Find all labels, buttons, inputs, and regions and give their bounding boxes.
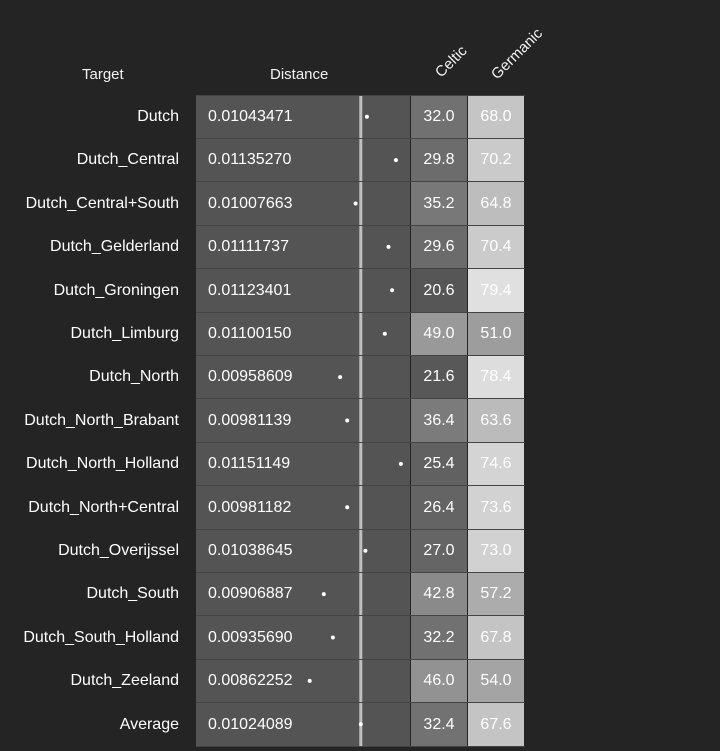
celtic-cell: 26.4 — [411, 486, 467, 529]
distance-strip-plot — [309, 95, 410, 746]
header-celtic: Celtic — [431, 42, 471, 81]
row-divider — [196, 225, 525, 226]
row-divider — [196, 485, 525, 486]
distance-value: 0.00935690 — [208, 628, 293, 646]
celtic-cell: 35.2 — [411, 182, 467, 225]
distance-dot — [354, 202, 358, 206]
germanic-cell: 51.0 — [468, 312, 524, 355]
germanic-cell: 73.0 — [468, 529, 524, 572]
distance-dot — [345, 505, 349, 509]
row-divider — [196, 615, 525, 616]
distance-dot — [399, 462, 403, 466]
celtic-cell: 21.6 — [411, 355, 467, 398]
germanic-cell: 78.4 — [468, 355, 524, 398]
row-divider — [196, 529, 525, 530]
celtic-cell: 29.8 — [411, 138, 467, 181]
header-distance: Distance — [270, 66, 329, 83]
germanic-cell: 63.6 — [468, 399, 524, 442]
distance-dot — [383, 332, 387, 336]
celtic-cell: 25.4 — [411, 442, 467, 485]
row-divider — [196, 312, 525, 313]
germanic-cell: 70.4 — [468, 225, 524, 268]
celtic-cell: 46.0 — [411, 659, 467, 702]
distance-value: 0.00862252 — [208, 672, 293, 690]
germanic-cell: 74.6 — [468, 442, 524, 485]
celtic-cell: 42.8 — [411, 572, 467, 615]
distance-value: 0.01007663 — [208, 194, 293, 212]
row-divider — [196, 398, 525, 399]
distance-value: 0.01111737 — [208, 238, 289, 256]
distance-dot — [387, 245, 391, 249]
celtic-cell: 29.6 — [411, 225, 467, 268]
germanic-cell: 73.6 — [468, 486, 524, 529]
distance-dot — [345, 419, 349, 423]
celtic-cell: 32.4 — [411, 703, 467, 746]
distance-dot — [363, 549, 367, 553]
row-label: Dutch_Zeeland — [70, 672, 179, 690]
germanic-cell: 68.0 — [468, 95, 524, 138]
row-label: Dutch_North+Central — [28, 498, 179, 516]
distance-dot — [308, 679, 312, 683]
row-label: Dutch_Limburg — [70, 325, 179, 342]
row-divider — [196, 138, 525, 139]
distance-dot — [365, 115, 369, 119]
germanic-cell: 64.8 — [468, 182, 524, 225]
distance-value: 0.00958609 — [208, 368, 293, 386]
germanic-cell: 54.0 — [468, 659, 524, 702]
header-target: Target — [82, 66, 124, 83]
distance-dot — [322, 592, 326, 596]
row-divider — [196, 442, 525, 443]
celtic-cell: 49.0 — [411, 312, 467, 355]
distance-value: 0.00981139 — [208, 411, 292, 429]
distance-dot — [394, 158, 398, 162]
row-label: Average — [119, 715, 179, 733]
row-label: Dutch_Groningen — [53, 281, 179, 299]
row-label: Dutch — [137, 108, 179, 125]
distance-value: 0.01024089 — [208, 715, 293, 733]
row-label: Dutch_South_Holland — [23, 628, 179, 646]
row-label: Dutch_Central — [76, 151, 179, 169]
row-label: Dutch_Gelderland — [50, 238, 179, 256]
row-label: Dutch_South — [86, 585, 179, 603]
celtic-cell: 36.4 — [411, 399, 467, 442]
distance-value: 0.01043471 — [208, 108, 293, 125]
row-divider — [196, 268, 525, 269]
row-label: Dutch_Overijssel — [58, 542, 179, 559]
row-divider — [196, 746, 525, 747]
celtic-cell: 27.0 — [411, 529, 467, 572]
row-divider — [196, 181, 525, 182]
row-divider — [196, 355, 525, 356]
row-label: Dutch_North_Holland — [26, 455, 179, 473]
distance-value: 0.00906887 — [208, 585, 293, 603]
distance-value: 0.01151149 — [208, 455, 291, 473]
germanic-cell: 67.6 — [468, 703, 524, 746]
celtic-cell: 32.0 — [411, 95, 467, 138]
germanic-cell: 70.2 — [468, 138, 524, 181]
row-divider — [196, 572, 525, 573]
row-divider — [196, 95, 525, 96]
germanic-cell: 67.8 — [468, 616, 524, 659]
distance-value: 0.01123401 — [208, 281, 292, 299]
row-label: Dutch_North — [89, 368, 179, 386]
distance-dot — [331, 636, 335, 640]
celtic-cell: 20.6 — [411, 269, 467, 312]
header-germanic: Germanic — [487, 24, 546, 83]
distance-value: 0.01038645 — [208, 542, 293, 559]
distance-dot — [359, 722, 363, 726]
row-divider — [196, 702, 525, 703]
celtic-cell: 32.2 — [411, 616, 467, 659]
distance-value: 0.01135270 — [208, 151, 292, 169]
row-label: Dutch_Central+South — [25, 194, 179, 212]
distance-value: 0.01100150 — [208, 325, 292, 342]
distance-dot — [338, 375, 342, 379]
distance-dot — [390, 288, 394, 292]
germanic-cell: 57.2 — [468, 572, 524, 615]
germanic-cell: 79.4 — [468, 269, 524, 312]
distance-value: 0.00981182 — [208, 498, 292, 516]
row-divider — [196, 659, 525, 660]
row-label: Dutch_North_Brabant — [24, 411, 179, 429]
